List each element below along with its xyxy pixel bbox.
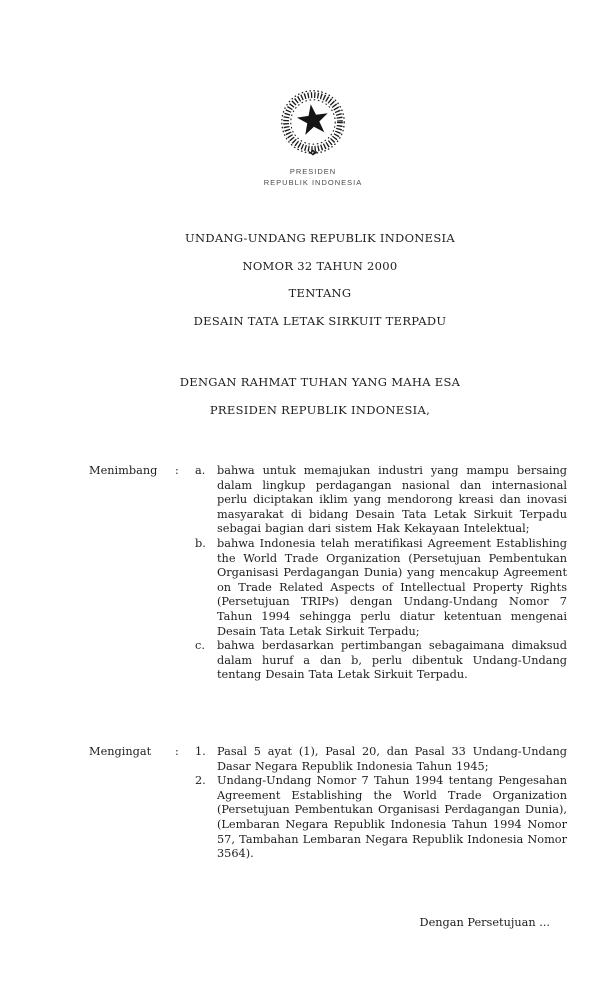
considering-items [195, 464, 567, 683]
item-marker: 1. [195, 745, 206, 758]
considering-colon: : [175, 464, 179, 477]
tentang-line: TENTANG [288, 286, 352, 300]
considering-item-a [195, 464, 567, 537]
considering-item-b [195, 537, 567, 639]
item-marker: b. [195, 536, 206, 550]
item-marker: 2. [195, 774, 206, 788]
considering-clause [89, 464, 567, 683]
letterhead-republik-indonesia: REPUBLIK INDONESIA [263, 178, 363, 187]
law-title-line: UNDANG-UNDANG REPUBLIK INDONESIA [184, 231, 455, 245]
item-text: bahwa berdasarkan pertimbangan sebagaimana dimaksud dalam huruf a dan b, perlu dibentuk Undang-Undang tentang Desain Tata Letak Sirkuit Terpadu. [217, 639, 567, 682]
invocation-line: DENGAN RAHMAT TUHAN YANG MAHA ESA [179, 375, 461, 389]
letterhead [13, 83, 612, 188]
item-text: Undang-Undang Nomor 7 Tahun 1994 tentang Pengesahan Agreement Establishing the World Trade Organization (Persetujuan Pembentukan Organisasi Perdagangan Dunia), (Lembaran Negara Republik Indonesia Tahun 1994 Nomor 57, Tambahan Lembaran Negara Republik Indonesia Nomor 3564). [217, 774, 567, 861]
letterhead-presiden: PRESIDEN [289, 167, 337, 176]
recalling-item-1 [195, 745, 567, 774]
recalling-item-2 [195, 774, 567, 862]
preamble-block [28, 375, 612, 431]
recalling-colon: : [175, 745, 179, 758]
recalling-clause [89, 745, 567, 862]
considering-label: Menimbang [89, 464, 158, 477]
considering-item-c [195, 639, 567, 683]
catchword: Dengan Persetujuan ... [419, 916, 550, 929]
title-block [28, 231, 612, 341]
law-number-line: NOMOR 32 TAHUN 2000 [242, 258, 398, 273]
item-marker: a. [195, 464, 206, 477]
item-text: Pasal 5 ayat (1), Pasal 20, dan Pasal 33 Undang-Undang Dasar Negara Republik Indonesia Tahun 1945; [217, 745, 567, 773]
item-text: bahwa untuk memajukan industri yang mampu bersaing dalam lingkup perdagangan nasional dan internasional perlu diciptakan iklim yang mendorong kreasi dan inovasi masyarakat di bidang Desain Tata Letak Sirkuit Terpadu sebagai bagian dari sistem Hak Kekayaan Intelektual; [217, 464, 567, 536]
recalling-items [195, 745, 567, 862]
authority-line: PRESIDEN REPUBLIK INDONESIA, [209, 403, 431, 417]
star-icon [295, 102, 330, 136]
recalling-label: Mengingat [89, 745, 152, 758]
presidential-star-wreath-icon [274, 83, 352, 161]
item-text: bahwa Indonesia telah meratifikasi Agreement Establishing the World Trade Organization (Persetujuan Pembentukan Organisasi Perdagangan Dunia) yang mencakup Agreement on Trade Related Aspects of Intellectual Property Rights (Persetujuan TRIPs) dengan Undang-Undang Nomor 7 Tahun 1994 sehingga perlu diatur ketentuan mengenai Desain Tata Letak Sirkuit Terpadu; [217, 536, 567, 638]
item-marker: c. [195, 639, 205, 653]
law-subject-line: DESAIN TATA LETAK SIRKUIT TERPADU [193, 313, 447, 328]
